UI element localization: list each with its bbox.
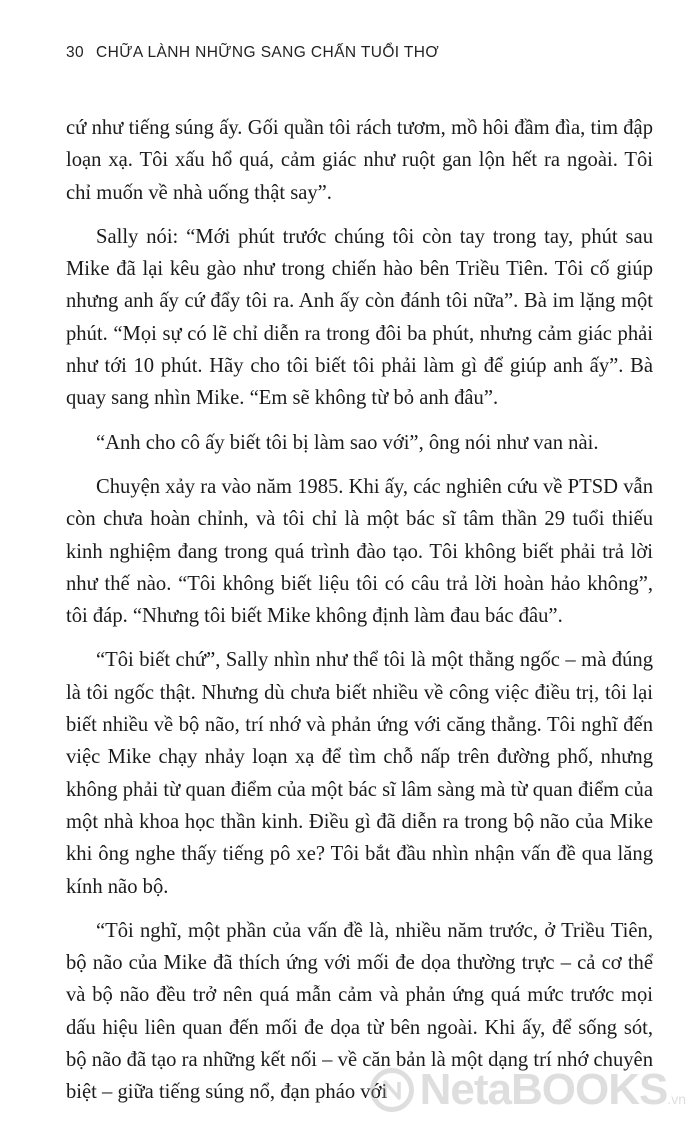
paragraph: Sally nói: “Mới phút trước chúng tôi còn tay trong tay, phút sau Mike đã lại kêu gào như trong chiến hào bên Triều Tiên. Tôi cố giúp nhưng anh ấy cứ đẩy tôi ra. Anh ấy còn đánh tôi nữa”. Bà im lặng một phút. “Mọi sự có lẽ chỉ diễn ra trong đôi ba phút, nhưng cảm giác phải như tới 10 phút. Hãy cho tôi biết tôi phải làm gì để giúp anh ấy”. Bà quay sang nhìn Mike. “Em sẽ không từ bỏ anh đâu”. xyxy=(66,225,653,410)
watermark-brand-name: NetaBOOKS xyxy=(419,1065,668,1114)
watermark-brand xyxy=(419,1065,686,1114)
running-header xyxy=(66,44,439,62)
netabooks-logo-icon xyxy=(370,1068,414,1112)
paragraph: Chuyện xảy ra vào năm 1985. Khi ấy, các nghiên cứu về PTSD vẫn còn chưa hoàn chỉnh, và tôi chỉ là một bác sĩ tâm thần 29 tuổi thiếu kinh nghiệm đang trong quá trình đào tạo. Tôi không biết phải trả lời như thế nào. “Tôi không biết liệu tôi có câu trả lời hoàn hảo không”, tôi đáp. “Nhưng tôi biết Mike không định làm đau bác đâu”. xyxy=(66,475,653,628)
paragraph: “Anh cho cô ấy biết tôi bị làm sao với”, ông nói như van nài. xyxy=(96,431,599,454)
netabooks-watermark xyxy=(370,1065,686,1114)
page-number: 30 xyxy=(66,44,85,61)
paragraph: “Tôi biết chứ”, Sally nhìn như thể tôi là một thằng ngốc – mà đúng là tôi ngốc thật. Nhưng dù chưa biết nhiều về công việc điều trị, tôi lại biết nhiều về bộ não, trí nhớ và phản ứng với căng thẳng. Tôi nghĩ đến việc Mike chạy nhảy loạn xạ để tìm chỗ nấp trên đường phố, nhưng không phải từ quan điểm của một bác sĩ lâm sàng mà từ quan điểm của một nhà khoa học thần kinh. Điều gì đã diễn ra trong bộ não của Mike khi ông nghe thấy tiếng pô xe? Tôi bắt đầu nhìn nhận vấn đề qua lăng kính não bộ. xyxy=(66,649,653,898)
paragraph: “Tôi nghĩ, một phần của vấn đề là, nhiều năm trước, ở Triều Tiên, bộ não của Mike đã thích ứng với mối đe dọa thường trực – cả cơ thể và bộ não đều trở nên quá mẫn cảm và phản ứng quá mức trước mọi dấu hiệu liên quan đến mối đe dọa từ bên ngoài. Khi ấy, để sống sót, bộ não đã tạo ra những kết nối – về căn bản là một dạng trí nhớ chuyên biệt – giữa tiếng súng nổ, đạn pháo với xyxy=(66,919,653,1104)
body-text xyxy=(66,112,653,1121)
watermark-suffix: .vn xyxy=(667,1091,686,1107)
book-title: CHỮA LÀNH NHỮNG SANG CHẤN TUỔI THƠ xyxy=(96,44,440,61)
paragraph-continued: cứ như tiếng súng ấy. Gối quần tôi rách tươm, mồ hôi đầm đìa, tim đập loạn xạ. Tôi xấu hổ quá, cảm giác như ruột gan lộn hết ra ngoài. Tôi chỉ muốn về nhà uống thật say”. xyxy=(66,117,653,204)
